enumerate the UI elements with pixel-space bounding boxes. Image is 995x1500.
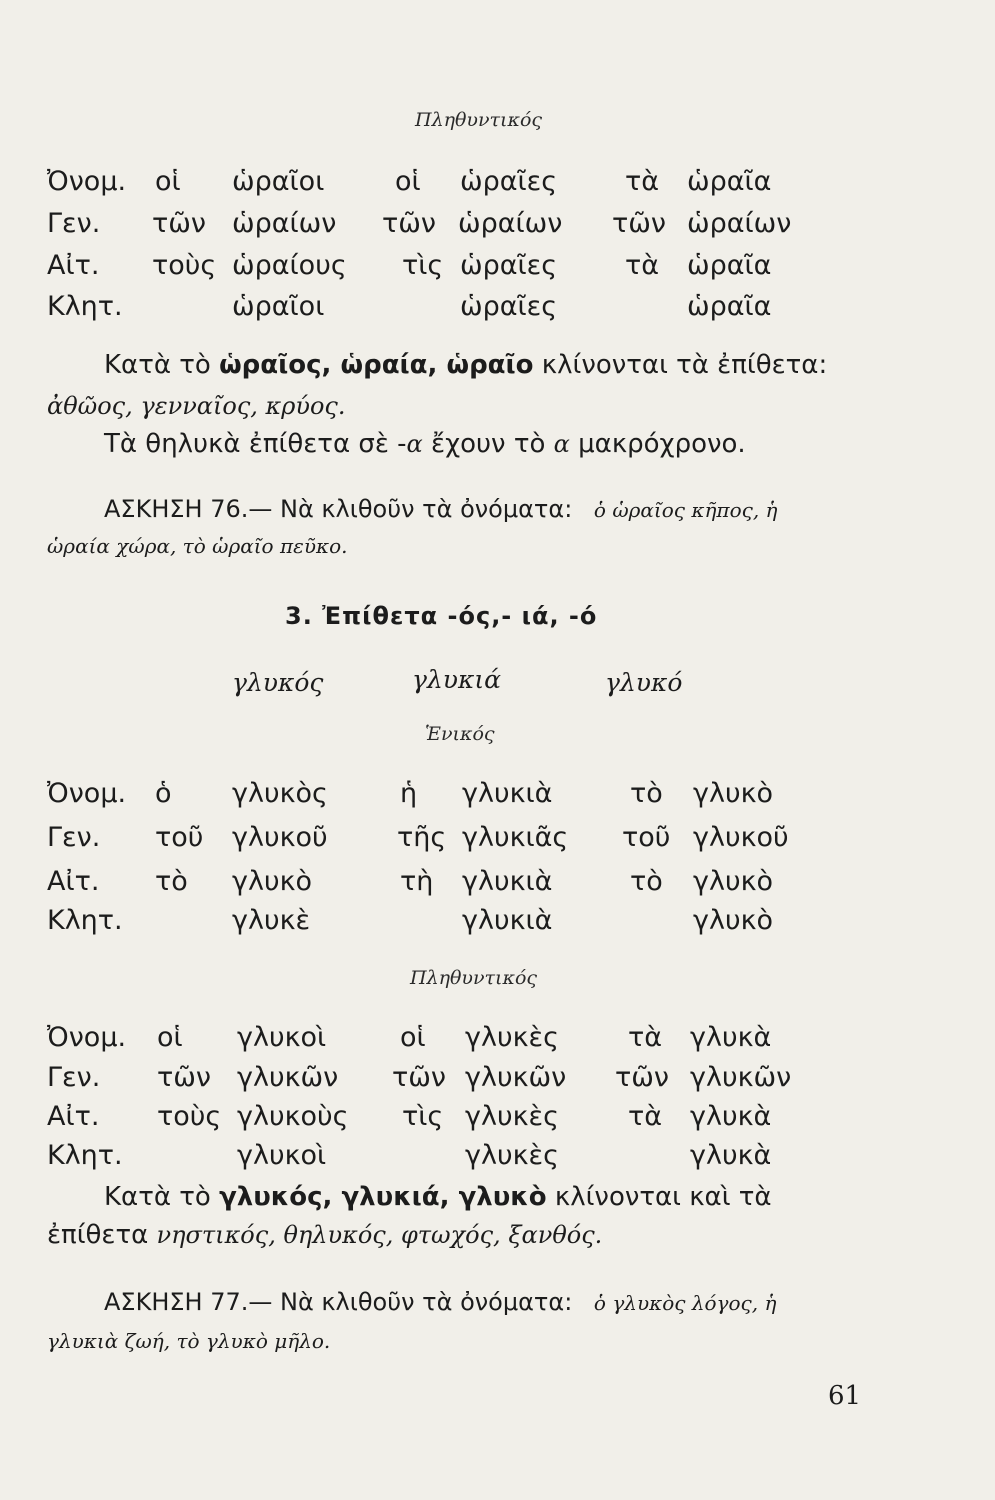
masc-form: γλυκοὶ [237,1022,327,1053]
masc-article: τῶν [157,1062,211,1093]
neut-form: γλυκὰ [690,1101,772,1132]
masc-form: ὡραίους [232,250,347,281]
note-text: Τὰ θηλυκὰ ἐπίθετα σὲ - [104,429,407,459]
fem-article: οἱ [395,166,421,197]
rule-text: κλίνονται καὶ τὰ [546,1182,772,1212]
neut-article: τὰ [625,166,660,197]
plural-caption-2: Πληθυντικός [410,967,538,989]
table-row [0,905,995,949]
exercise-77-line2 [47,1326,330,1354]
neut-article: τοῦ [622,822,671,853]
neut-form: γλυκὰ [690,1022,772,1053]
case-label: Αἰτ. [47,1101,100,1132]
neut-article: τὰ [625,250,660,281]
masc-form: γλυκῶν [237,1062,339,1093]
fem-article: τὴ [400,866,434,897]
form-feminine: γλυκιά [412,665,502,694]
case-label: Γεν. [47,822,101,853]
rule-examples-2 [47,1220,602,1250]
masc-article: τοὺς [157,1101,222,1132]
case-label: Γεν. [47,1062,101,1093]
fem-form: γλυκὲς [465,1022,559,1053]
exercise-words: γλυκιὰ ζωή, τὸ γλυκὸ μῆλο. [47,1329,331,1353]
form-masculine: γλυκός [232,668,324,697]
fem-form: ὡραῖες [460,250,558,281]
rule-examples-1 [47,391,346,421]
case-label: Κλητ. [47,291,123,322]
rule-note-1 [104,429,746,459]
neut-form: γλυκὸ [693,778,774,809]
fem-form: γλυκιὰ [462,778,553,809]
exercise-76-line2 [47,531,348,559]
fem-form: ὡραῖες [460,166,558,197]
neut-article: τὰ [628,1022,663,1053]
rule-text: ἐπίθετα [47,1220,157,1250]
fem-form: γλυκὲς [465,1101,559,1132]
note-text: μακρόχρονο. [569,429,746,459]
masc-article: οἱ [157,1022,183,1053]
fem-article: τῶν [382,208,436,239]
masc-form: γλυκοῦ [232,822,328,853]
table-row [0,291,995,335]
case-label: Αἰτ. [47,250,100,281]
exercise-77-line1 [104,1288,776,1316]
masc-article: τοὺς [152,250,217,281]
masc-article: ὁ [155,778,172,809]
fem-form: ὡραῖες [460,291,558,322]
case-label: Ὀνομ. [47,1022,127,1053]
fem-form: γλυκιὰ [462,905,553,936]
neut-form: γλυκῶν [690,1062,792,1093]
neut-form: γλυκοῦ [693,822,789,853]
table-row [0,1022,995,1066]
fem-article: τῶν [392,1062,446,1093]
rule-text: Κατὰ τὸ [104,1182,220,1212]
neut-article: τὸ [630,778,663,809]
fem-article: ἡ [400,778,418,809]
table-row [0,778,995,822]
singular-caption: Ἑνικός [425,723,495,745]
case-label: Αἰτ. [47,866,100,897]
exercise-label: ΑΣΚΗΣΗ 77.— Νὰ κλιθοῦν τὰ ὀνόματα: [104,1288,573,1316]
neut-form: ὡραῖα [687,250,772,281]
masc-form: γλυκὸ [232,866,313,897]
fem-article: τὶς [402,1101,444,1132]
masc-form: γλυκὲ [232,905,311,936]
neut-form: γλυκὰ [690,1140,772,1171]
exercise-76-line1 [104,495,778,523]
fem-form: γλυκιᾶς [462,822,569,853]
neut-article: τῶν [615,1062,669,1093]
neut-article: τῶν [612,208,666,239]
neut-form: ὡραῖα [687,166,772,197]
case-label: Ὀνομ. [47,166,127,197]
masc-form: ὡραῖοι [232,166,325,197]
masc-article: τοῦ [155,822,204,853]
table-row [0,1101,995,1145]
rule-text: κλίνονται τὰ ἐπίθετα: [533,350,828,380]
exercise-words: ὡραία χώρα, τὸ ὡραῖο πεῦκο. [47,534,348,558]
neut-form: γλυκὸ [693,866,774,897]
exercise-words: ὁ γλυκὸς λόγος, ἡ [593,1291,777,1315]
section-heading-3: 3. Ἐπίθετα -ός,- ιά, -ό [285,602,598,630]
neut-article: τὸ [630,866,663,897]
exercise-words: ὁ ὡραῖος κῆπος, ἡ [593,498,778,522]
note-text: ἔχουν τὸ [422,429,554,459]
plural-caption-1: Πληθυντικός [415,109,543,131]
fem-form: γλυκὲς [465,1140,559,1171]
table-row [0,1140,995,1184]
fem-article: τῆς [397,822,447,853]
fem-article: οἱ [400,1022,426,1053]
rule-text: Κατὰ τὸ [104,350,220,380]
note-letter: α [553,430,570,458]
masc-form: ὡραῖοι [232,291,325,322]
fem-form: γλυκῶν [465,1062,567,1093]
masc-article: οἱ [155,166,181,197]
case-label: Γεν. [47,208,101,239]
masc-article: τὸ [155,866,188,897]
masc-form: γλυκὸς [232,778,328,809]
fem-form: ὡραίων [458,208,563,239]
neut-form: ὡραίων [687,208,792,239]
fem-form: γλυκιὰ [462,866,553,897]
neut-form: γλυκὸ [693,905,774,936]
rule-paragraph-1 [104,350,827,380]
masc-form: γλυκοὺς [237,1101,349,1132]
table-row [0,866,995,910]
table-row [0,166,995,210]
masc-form: ὡραίων [232,208,337,239]
case-label: Κλητ. [47,905,123,936]
fem-article: τὶς [402,250,444,281]
exercise-label: ΑΣΚΗΣΗ 76.— Νὰ κλιθοῦν τὰ ὀνόματα: [104,495,573,523]
masc-article: τῶν [152,208,206,239]
note-letter: α [406,430,423,458]
case-label: Κλητ. [47,1140,123,1171]
page-number: 61 [828,1381,862,1411]
rule-bold-forms: γλυκός, γλυκιά, γλυκὸ [219,1182,547,1212]
table-row [0,822,995,866]
rule-paragraph-2 [104,1182,772,1212]
case-label: Ὀνομ. [47,778,127,809]
example-adjectives: νηστικός, θηλυκός, φτωχός, ξανθός. [156,1221,603,1249]
neut-form: ὡραῖα [687,291,772,322]
form-neuter: γλυκό [605,668,683,697]
rule-bold-forms: ὡραῖος, ὡραία, ὡραῖο [219,350,534,380]
table-row [0,208,995,252]
table-row [0,1062,995,1106]
table-row [0,250,995,294]
masc-form: γλυκοὶ [237,1140,327,1171]
example-adjectives: ἀθῶος, γενναῖος, κρύος. [47,392,346,420]
neut-article: τὰ [628,1101,663,1132]
